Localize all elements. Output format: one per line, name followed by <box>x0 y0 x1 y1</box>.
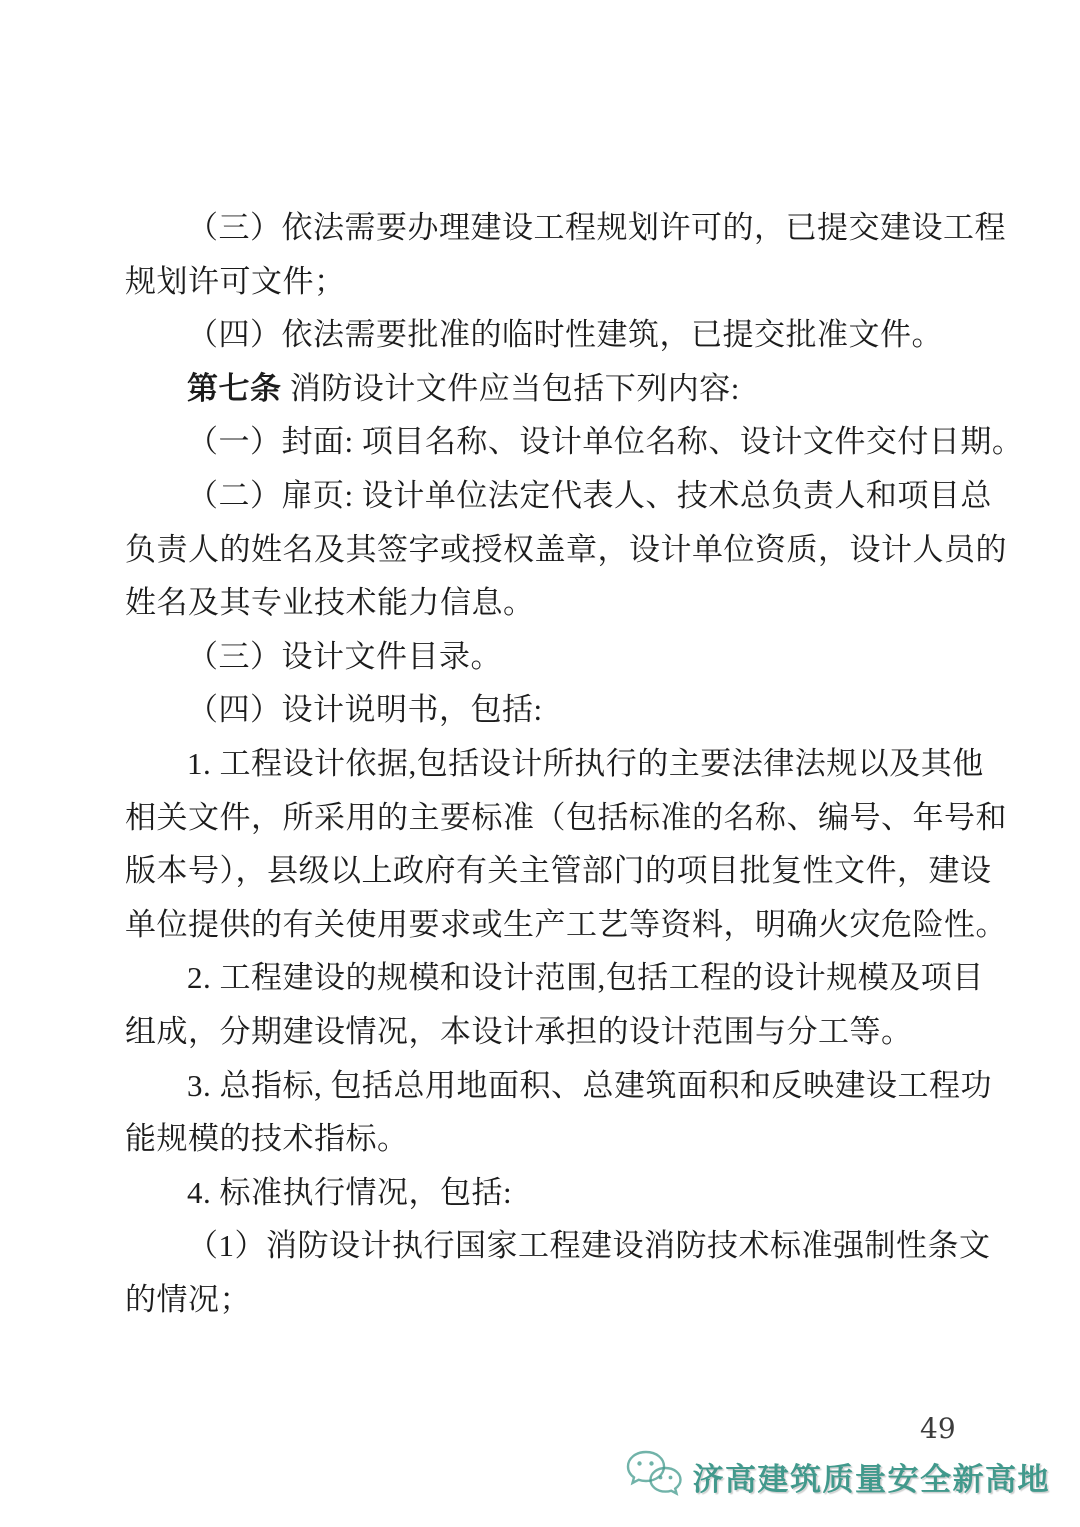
text-line: 规划许可文件； <box>125 263 346 299</box>
wechat-bubbles-icon <box>625 1448 683 1504</box>
text-line: （三）设计文件目录。 <box>187 638 502 674</box>
text-line: 版本号），县级以上政府有关主管部门的项目批复性文件，建设 <box>125 853 992 889</box>
text-line: （一）封面: 项目名称、设计单位名称、设计文件交付日期。 <box>187 424 1024 460</box>
text-line: 第七条 消防设计文件应当包括下列内容: <box>187 370 740 406</box>
page-number: 49 <box>920 1412 956 1445</box>
text-line: 2. 工程建设的规模和设计范围,包括工程的设计规模及项目 <box>187 960 984 996</box>
text-line: （二）扉页: 设计单位法定代表人、技术总负责人和项目总 <box>187 477 992 513</box>
watermark-text: 济高建筑质量安全新高地 <box>692 1461 1050 1497</box>
text-line: 组成，分期建设情况，本设计承担的设计范围与分工等。 <box>125 1013 913 1049</box>
text-line: 负责人的姓名及其签字或授权盖章，设计单位资质，设计人员的 <box>125 531 1007 567</box>
text-lines <box>125 201 1024 1326</box>
text-line: 3. 总指标, 包括总用地面积、总建筑面积和反映建设工程功 <box>187 1067 992 1103</box>
text-line: （四）依法需要批准的临时性建筑，已提交批准文件。 <box>187 317 943 353</box>
watermark <box>625 1448 1051 1504</box>
text-line: 的情况； <box>125 1281 251 1317</box>
text-line: 能规模的技术指标。 <box>125 1121 409 1157</box>
text-line: （1）消防设计执行国家工程建设消防技术标准强制性条文 <box>187 1228 991 1264</box>
text-line: 4. 标准执行情况，包括: <box>187 1174 513 1210</box>
text-line: 相关文件，所采用的主要标准（包括标准的名称、编号、年号和 <box>125 799 1007 835</box>
text-line: 单位提供的有关使用要求或生产工艺等资料，明确火灾危险性。 <box>125 906 1007 942</box>
text-line: 姓名及其专业技术能力信息。 <box>125 585 535 621</box>
text-line: （三）依法需要办理建设工程规划许可的，已提交建设工程 <box>187 210 1006 245</box>
text-line: 1. 工程设计依据,包括设计所执行的主要法律法规以及其他 <box>187 745 984 781</box>
text-line: （四）设计说明书，包括: <box>187 692 543 728</box>
